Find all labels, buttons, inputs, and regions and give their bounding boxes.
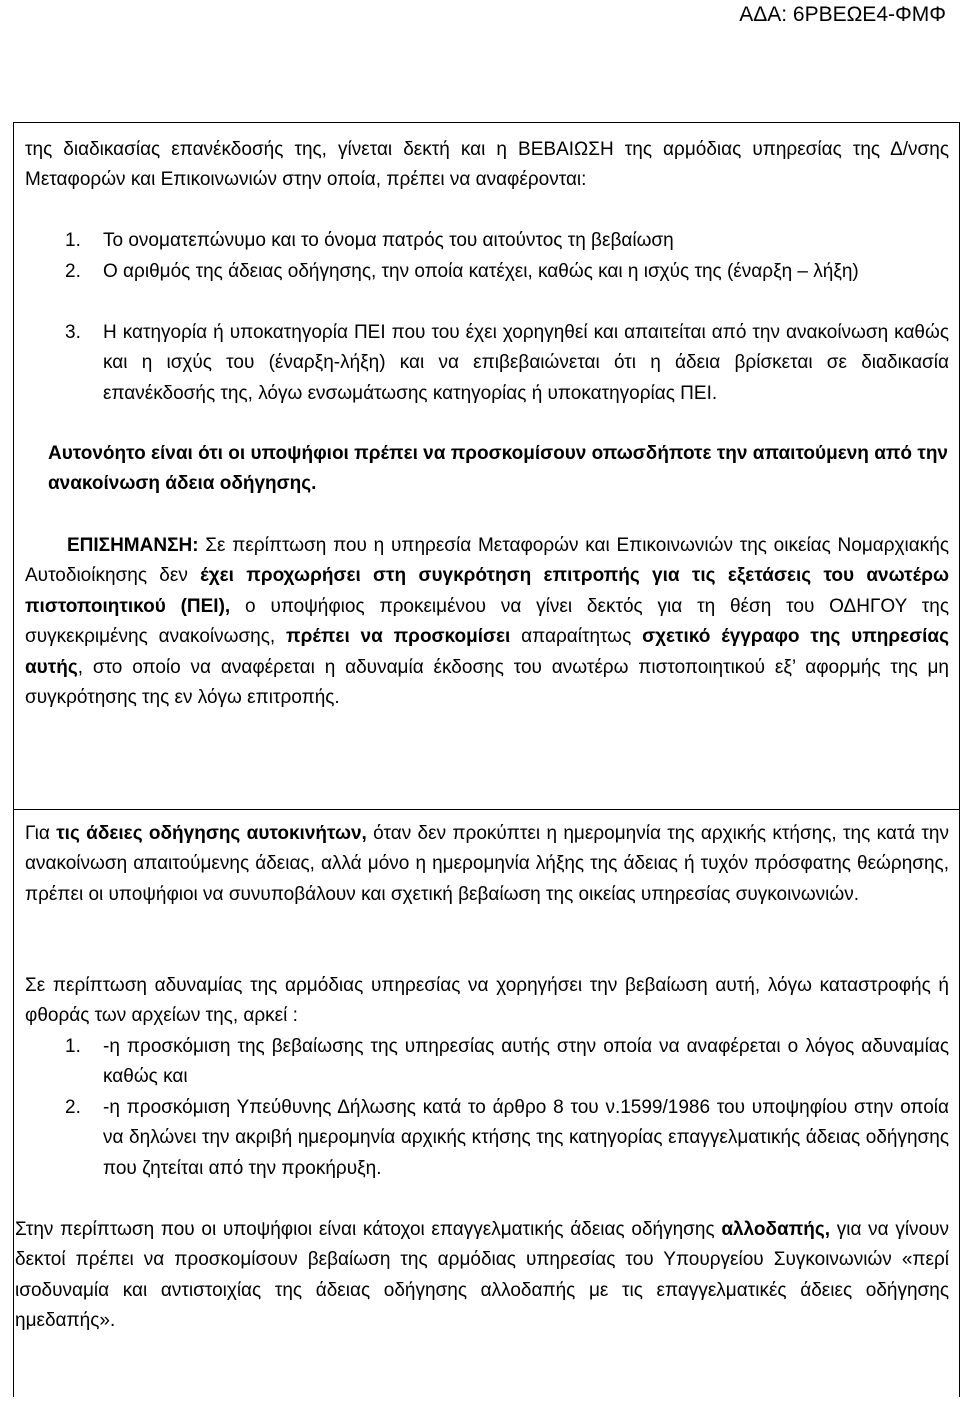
list-item-number: 1.	[65, 1036, 81, 1057]
list-item-text: -η προσκόμιση της βεβαίωσης της υπηρεσίας αυτής στην οποία να αναφέρεται ο λόγος αδυναμίας καθώς και	[103, 1036, 949, 1088]
notice-text-1: Σε περίπτωση που η υπηρεσία Μεταφορών και Επικοινωνιών της οικείας Νομαρχιακής Αυτοδιοίκησης δεν	[25, 535, 949, 587]
notice-bold-3: σχετικό έγγραφο της υπηρεσίας αυτής	[25, 626, 949, 678]
list-item-text: -η προσκόμιση Υπεύθυνης Δήλωσης κατά το άρθρο 8 του ν.1599/1986 του υποψηφίου στην οποία να δηλώνει την ακριβή ημερομηνία αρχικής κτήσης της κατηγορίας επαγγελματικής άδειας οδήγησης που ζητείται από την προκήρυξη.	[103, 1097, 949, 1179]
inability-paragraph: Σε περίπτωση αδυναμίας της αρμόδιας υπηρεσίας να χορηγήσει την βεβαίωση αυτή, λόγω καταστροφής ή φθοράς των αρχείων της, αρκεί :	[25, 975, 949, 1027]
bold-note: Αυτονόητο είναι ότι οι υποψήφιοι πρέπει να προσκομίσουν οπωσδήποτε την απαιτούμενη από την ανακοίνωση άδεια οδήγησης.	[48, 443, 948, 495]
cars-text-2: όταν δεν προκύπτει η ημερομηνία της αρχικής κτήσης, της κατά την ανακοίνωση απαιτούμενης άδειας, αλλά μόνο η ημερομηνία λήξης της άδειας ή τυχόν πρόσφατης θεώρησης, πρέπει οι υποψήφιοι να συνυποβάλουν και σχετική βεβαίωση της οικείας υπηρεσίας συγκοινωνιών.	[25, 823, 949, 905]
notice-paragraph	[25, 531, 949, 713]
list-item-text: Ο αριθμός της άδειας οδήγησης, την οποία κατέχει, καθώς και η ισχύς της (έναρξη – λήξη)	[103, 261, 859, 282]
ada-header: ΑΔΑ: 6ΡΒΕΩΕ4-ΦΜΦ	[739, 3, 946, 26]
foreign-license-paragraph	[15, 1215, 949, 1337]
list-item-text: Το ονοματεπώνυμο και το όνομα πατρός του αιτούντος τη βεβαίωση	[103, 230, 674, 251]
foreign-text-2: για να γίνουν δεκτοί πρέπει να προσκομίσουν βεβαίωση της αρμόδιας υπηρεσίας του Υπουργείου Συγκοινωνιών «περί ισοδυναμία και αντιστοιχίας της άδειας οδήγησης αλλοδαπής με τις επαγγελματικές άδειες οδήγησης ημεδαπής».	[15, 1219, 949, 1332]
intro-paragraph: της διαδικασίας επανέκδοσής της, γίνεται δεκτή και η ΒΕΒΑΙΩΣΗ της αρμόδιας υπηρεσίας της Δ/νσης Μεταφορών και Επικοινωνιών στην οποία, πρέπει να αναφέρονται:	[25, 139, 949, 191]
section-licenses	[14, 810, 959, 1397]
list-item-number: 3.	[65, 322, 81, 343]
cars-text-1: Για	[25, 823, 57, 844]
notice-bold-1: έχει προχωρήσει στη συγκρότηση επιτροπής για τις εξετάσεις του ανωτέρω πιστοποιητικού (ΠΕΙ),	[25, 565, 949, 617]
list-item-text: Η κατηγορία ή υποκατηγορία ΠΕΙ που του έχει χορηγηθεί και απαιτείται από την ανακοίνωση καθώς και η ισχύς του (έναρξη-λήξη) και να επιβεβαιώνεται ότι η άδεια βρίσκεται σε διαδικασία επανέκδοσής της, λόγω ενσωμάτωσης κατηγορίας ή υποκατηγορίας ΠΕΙ.	[103, 322, 949, 404]
notice-bold-2: πρέπει να προσκομίσει	[286, 626, 511, 648]
cars-paragraph	[25, 819, 949, 910]
document-frame	[13, 122, 960, 1397]
notice-text-2: ο υποψήφιος προκειμένου να γίνει δεκτός για τη θέση του ΟΔΗΓΟΥ της συγκεκριμένης ανακοίνωσης,	[25, 595, 949, 648]
notice-text-3: απαραίτητως	[510, 626, 643, 648]
list-item-number: 2.	[65, 261, 81, 282]
foreign-bold: αλλοδαπής,	[721, 1219, 831, 1240]
list-item-number: 1.	[65, 230, 81, 251]
foreign-text-1: Στην περίπτωση που οι υποψήφιοι είναι κάτοχοι επαγγελματικής άδειας οδήγησης	[15, 1219, 722, 1240]
notice-text-4: , στο οποίο να αναφέρεται η αδυναμία έκδοσης του ανωτέρω πιστοποιητικού εξ’ αφορμής της μη συγκρότησης της εν λόγω επιτροπής.	[25, 656, 949, 709]
cars-bold: τις άδειες οδήγησης αυτοκινήτων,	[56, 823, 367, 844]
notice-label: ΕΠΙΣΗΜΑΝΣΗ:	[67, 535, 199, 556]
section-verification	[14, 122, 959, 810]
list-item-number: 2.	[65, 1097, 81, 1118]
